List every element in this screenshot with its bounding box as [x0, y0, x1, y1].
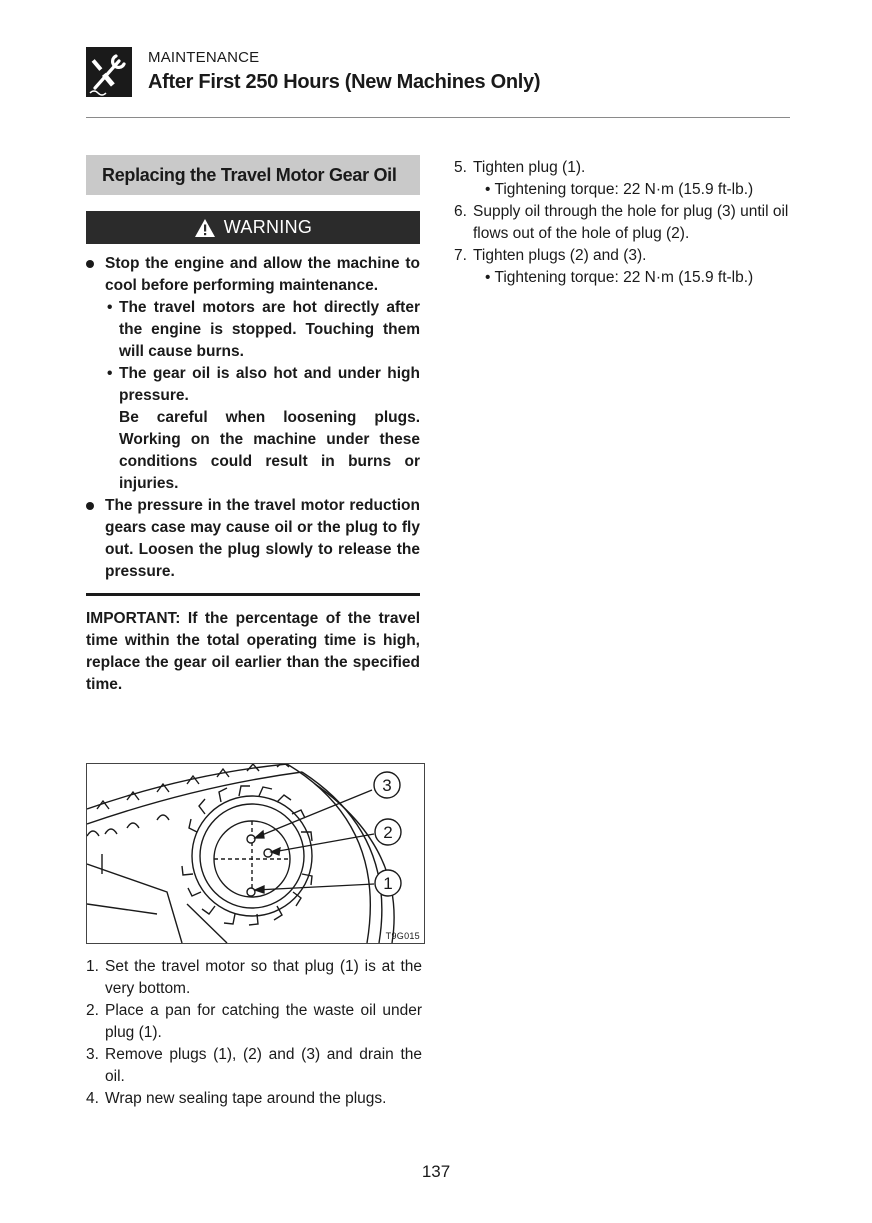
tightening-torque: • Tightening torque: 22 N·m (15.9 ft-lb.) [485, 269, 754, 286]
section-heading: Replacing the Travel Motor Gear Oil [86, 155, 420, 195]
callout-label: 1 [383, 874, 393, 893]
step-number: 3. [86, 1046, 99, 1063]
figure-code: T9G015 [385, 931, 420, 941]
warning-sub-list [105, 297, 420, 495]
step-number: 5. [454, 159, 467, 176]
step-text: Set the travel motor so that plug (1) is at the very bottom. [105, 958, 422, 997]
warning-item [86, 253, 420, 495]
sub-bullet: • [107, 365, 113, 382]
figure-travel-motor [86, 763, 425, 944]
step-text: Supply oil through the hole for plug (3) until oil flows out of the hole of plug (2). [473, 203, 789, 242]
tightening-torque: • Tightening torque: 22 N·m (15.9 ft-lb.) [485, 181, 754, 198]
procedure-step [86, 956, 422, 1000]
plug-3 [247, 835, 255, 843]
warning-end-rule [86, 593, 420, 596]
procedure-step [86, 1044, 422, 1088]
warning-item-text: Stop the engine and allow the machine to cool before performing maintenance. [105, 255, 420, 294]
step-text: Remove plugs (1), (2) and (3) and drain the oil. [105, 1046, 422, 1085]
warning-sub-text: Be careful when loosening plugs. Working on the machine under these conditions could result in burns or injuries. [119, 409, 420, 492]
warning-item [86, 495, 420, 583]
plug-2 [264, 849, 272, 857]
procedure-step [454, 245, 790, 267]
sub-bullet: • [107, 299, 113, 316]
procedure-step [454, 201, 790, 245]
left-column [86, 155, 420, 696]
important-note: IMPORTANT: If the percentage of the travel time within the total operating time is high, replace the gear oil earlier than the specified time. [86, 610, 420, 693]
page-title: After First 250 Hours (New Machines Only) [148, 71, 541, 93]
header-divider [86, 117, 790, 118]
step-text: Wrap new sealing tape around the plugs. [105, 1090, 387, 1107]
warning-list [86, 253, 420, 583]
step-text: Tighten plug (1). [473, 159, 586, 176]
warning-sub-text: The travel motors are hot directly after the engine is stopped. Touching them will cause burns. [119, 299, 420, 360]
warning-bar [86, 211, 420, 244]
procedure-steps-left [86, 956, 422, 1110]
plug-1 [247, 888, 255, 896]
page-number: 137 [421, 1162, 451, 1181]
warning-triangle-icon [194, 218, 216, 238]
procedure-step [454, 157, 790, 179]
procedure-steps-right [454, 157, 790, 289]
warning-sub-item [105, 363, 420, 495]
warning-sub-text: The gear oil is also hot and under high pressure. [119, 365, 420, 404]
header-section: MAINTENANCE [148, 49, 260, 66]
procedure-step [86, 1000, 422, 1044]
step-number: 6. [454, 203, 467, 220]
step-number: 4. [86, 1090, 99, 1107]
callout-label: 2 [383, 823, 393, 842]
callout-label: 3 [382, 776, 392, 795]
warning-item-text: The pressure in the travel motor reduction gears case may cause oil or the plug to fly out. Loosen the plug slowly to release the pressure. [105, 497, 420, 580]
warning-label: WARNING [223, 217, 313, 237]
step-text: Tighten plugs (2) and (3). [473, 247, 647, 264]
wrench-screwdriver-icon [86, 47, 132, 97]
step-number: 2. [86, 1002, 99, 1019]
warning-sub-item [105, 297, 420, 363]
travel-motor-illustration [87, 764, 424, 943]
step-number: 1. [86, 958, 99, 975]
step-number: 7. [454, 247, 467, 264]
procedure-step [86, 1088, 422, 1110]
step-text: Place a pan for catching the waste oil under plug (1). [105, 1002, 422, 1041]
